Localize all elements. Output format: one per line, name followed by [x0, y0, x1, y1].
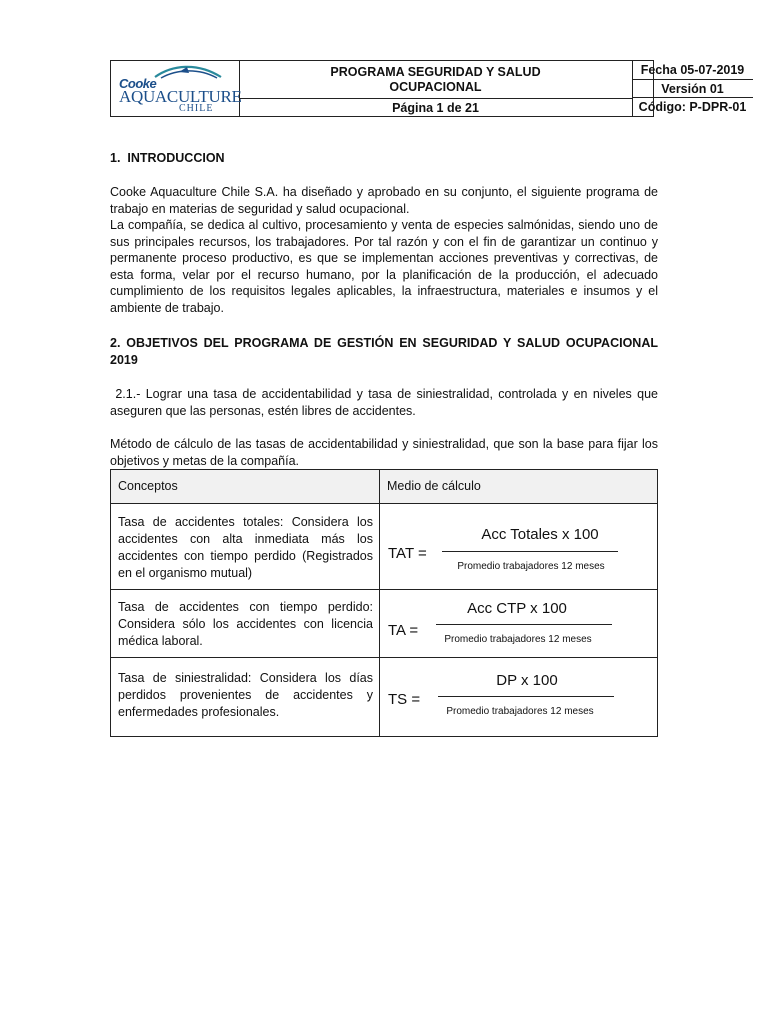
fraction-bar — [438, 696, 614, 697]
header-cell-concepts — [111, 470, 380, 503]
formula-numerator: Acc Totales x 100 — [481, 526, 599, 543]
logo-text-aquaculture: AQUACULTURE — [119, 87, 242, 106]
section-1-heading: 1. INTRODUCCION — [110, 151, 225, 165]
concept-cell — [111, 658, 380, 736]
document-header — [110, 60, 747, 117]
formula-denominator: Promedio trabajadores 12 meses — [446, 706, 594, 717]
document-title — [239, 61, 632, 99]
fraction-bar — [442, 551, 618, 552]
page-number: Página 1 de 21 — [392, 100, 479, 115]
method-intro-paragraph: Método de cálculo de las tasas de accidentabilidad y siniestralidad, que son la base para fijar los objetivos y metas de la compañía. — [110, 437, 658, 468]
section-2-heading: 2. OBJETIVOS DEL PROGRAMA DE GESTIÓN EN SEGURIDAD Y SALUD OCUPACIONAL 2019 — [110, 336, 658, 367]
concept-text: Tasa de accidentes con tiempo perdido: Considera sólo los accidentes con licencia médica laboral. — [118, 600, 373, 648]
formula-cell — [380, 590, 657, 657]
concept-text: Tasa de accidentes totales: Considera los accidentes con alta inmediata más los accidentes con tiempo perdido (Registrados en el organismo mutual) — [118, 515, 373, 580]
title-line-2: OCUPACIONAL — [389, 79, 482, 94]
formula-lhs: TA = — [388, 622, 419, 639]
formula-lhs: TAT = — [388, 545, 427, 562]
intro-paragraph-2: La compañía, se dedica al cultivo, procesamiento y venta de especies salmónidas, siendo uno de sus principales recursos, los trabajadores. Por tal razón y con el fin de garantizar un continuo y permanente proceso productivo, es que se implementan acciones preventivas y correctivas, de esta forma, velar por el recurso humano, por la planificación de la producción, el adecuado cumplimiento de los requisitos legales aplicables, la infraestructura, materiales e insumos y el ambiente de trabajo. — [110, 218, 658, 315]
formula-denominator: Promedio trabajadores 12 meses — [457, 561, 605, 572]
document-version: Versión 01 — [632, 80, 753, 98]
column-header-method: Medio de cálculo — [387, 479, 481, 493]
formula-table — [110, 469, 658, 737]
title-cell — [239, 61, 633, 116]
concept-cell — [111, 590, 380, 657]
concept-cell — [111, 504, 380, 589]
table-row — [111, 504, 657, 590]
concept-text: Tasa de siniestralidad: Considera los días perdidos provenientes de accidentes y enfermedades profesionales. — [118, 671, 373, 719]
intro-paragraph-1: Cooke Aquaculture Chile S.A. ha diseñado y aprobado en su conjunto, el siguiente programa de trabajo en materias de seguridad y salud ocupacional. — [110, 185, 658, 216]
logo-text-cooke: Cooke — [119, 76, 157, 91]
table-row — [111, 658, 657, 736]
formula-denominator: Promedio trabajadores 12 meses — [444, 634, 592, 645]
column-header-concepts: Conceptos — [118, 479, 178, 493]
formula-lhs: TS = — [388, 691, 421, 708]
company-logo — [117, 63, 242, 115]
document-code: Código: P-DPR-01 — [638, 100, 747, 114]
fraction-bar — [436, 624, 612, 625]
formula-cell — [380, 658, 657, 736]
logo-cell — [111, 61, 240, 116]
header-cell-method — [380, 470, 657, 503]
logo-text-chile: CHILE — [179, 103, 214, 114]
objective-paragraph: 2.1.- Lograr una tasa de accidentabilidad y tasa de siniestralidad, controlada y en niveles que aseguren que las personas, estén libres de accidentes. — [110, 387, 662, 418]
table-row — [111, 590, 657, 658]
document-date: Fecha 05-07-2019 — [632, 61, 753, 80]
meta-cell — [632, 61, 753, 116]
table-header-row — [111, 470, 657, 504]
title-line-1: PROGRAMA SEGURIDAD Y SALUD — [330, 64, 541, 79]
formula-cell — [380, 504, 657, 589]
formula-numerator: DP x 100 — [496, 672, 558, 689]
formula-numerator: Acc CTP x 100 — [467, 600, 567, 617]
